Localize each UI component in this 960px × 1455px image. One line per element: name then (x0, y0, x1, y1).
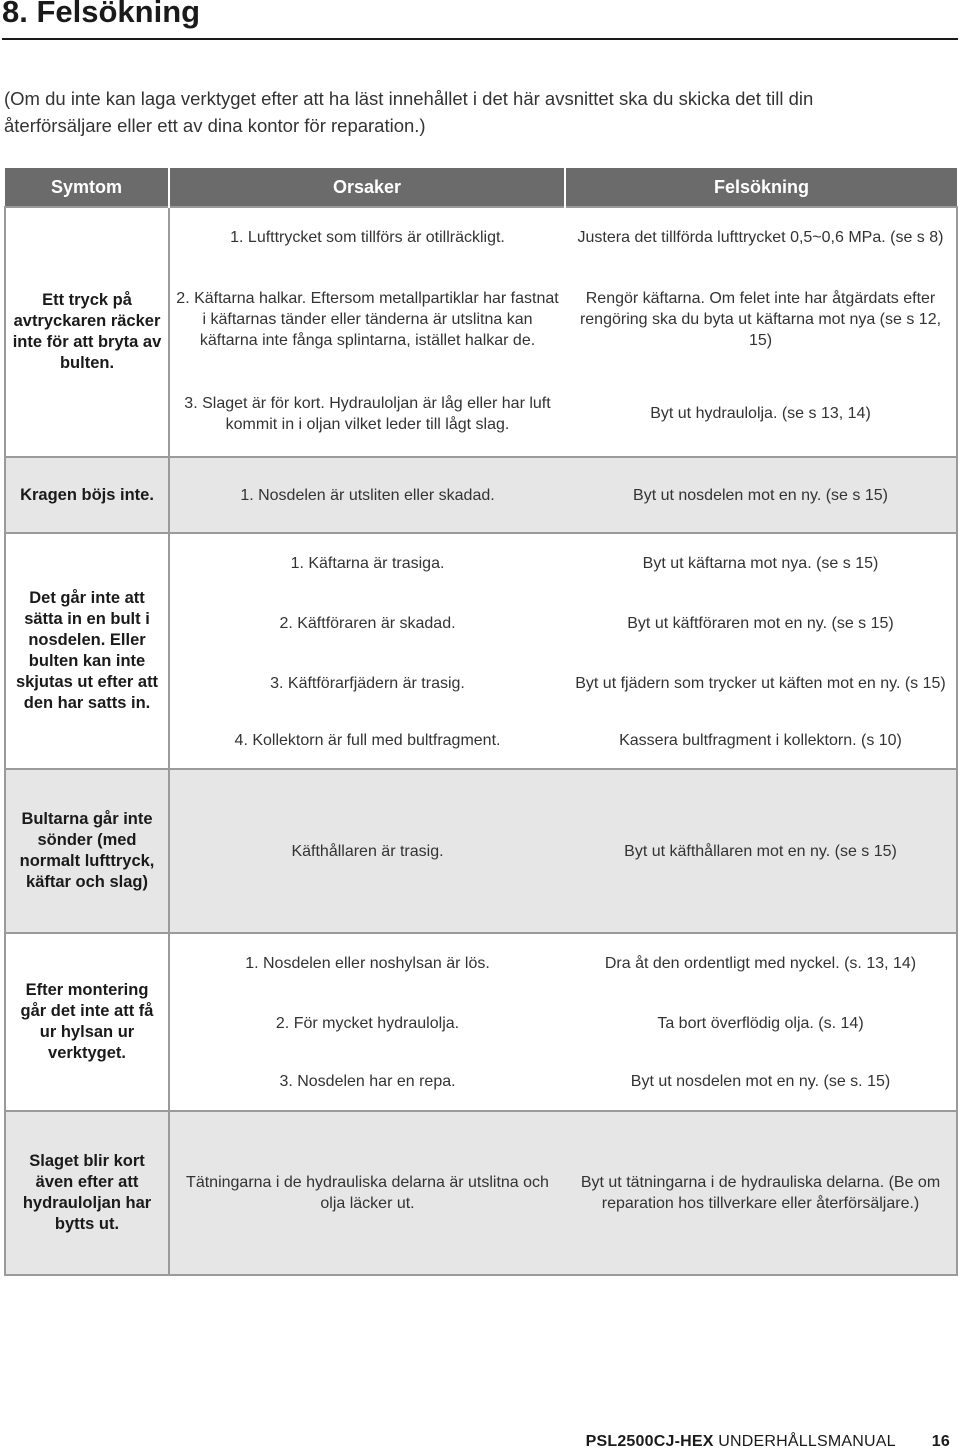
cause-cell: 1. Käftarna är trasiga. (169, 533, 565, 593)
intro-text: (Om du inte kan laga verktyget efter att ha läst innehållet i det här avsnittet ska du skicka det till din återförsäljare eller ett av dina kontor för reparation.) (4, 88, 814, 136)
fix-cell: Byt ut tätningarna i de hydrauliska delarna. (Be om reparation hos tillverkare eller återförsäljare.) (565, 1111, 957, 1275)
cause-cell: 1. Nosdelen är utsliten eller skadad. (169, 457, 565, 533)
fix-cell: Byt ut hydraulolja. (se s 13, 14) (565, 371, 957, 457)
troubleshooting-table (4, 168, 958, 1276)
cause-cell: 2. För mycket hydraulolja. (275, 1014, 460, 1032)
table-row (5, 533, 957, 593)
table-row (5, 933, 957, 993)
fix-cell: Byt ut käfthållaren mot en ny. (se s 15) (565, 769, 957, 933)
fix-cell: Dra åt den ordentligt med nyckel. (s. 13, 14) (565, 933, 957, 993)
fix-cell: Byt ut käftarna mot nya. (se s 15) (565, 533, 957, 593)
fix-cell: Byt ut nosdelen mot en ny. (se s 15) (565, 457, 957, 533)
symptom-group (5, 457, 957, 533)
cause-cell: 3. Käftförarfjädern är trasig. (270, 674, 465, 692)
symptom-cell: Efter montering går det inte att få ur hylsan ur verktyget. (5, 933, 169, 1111)
page-title: 8. Felsökning (2, 0, 201, 29)
cause-cell: Käfthållaren är trasig. (169, 769, 565, 933)
header-causes: Orsaker (169, 168, 565, 207)
cause-cell: Tätningarna i de hydrauliska delarna är utslitna och olja läcker ut. (169, 1111, 565, 1275)
symptom-cell: Bultarna går inte sönder (med normalt lufttryck, käftar och slag) (5, 769, 169, 933)
table-header-row (5, 168, 957, 207)
symptom-group (5, 769, 957, 933)
symptom-group (5, 207, 957, 457)
fix-cell: Byt ut käftföraren mot en ny. (se s 15) (565, 593, 957, 653)
fix-cell: Byt ut fjädern som trycker ut käften mot en ny. (s 15) (565, 653, 957, 713)
cause-cell: 2. Käftföraren är skadad. (279, 614, 456, 632)
symptom-cell: Slaget blir kort även efter att hydrauloljan har bytts ut. (5, 1111, 169, 1275)
symptom-cell: Kragen böjs inte. (5, 457, 169, 533)
symptom-group (5, 1111, 957, 1275)
header-troubleshooting: Felsökning (565, 168, 957, 207)
fix-cell: Rengör käftarna. Om felet inte har åtgärdats efter rengöring ska du byta ut käftarna mot nya (se s 12, 15) (565, 267, 957, 371)
header-symptom: Symtom (5, 168, 169, 207)
footer-model: PSL2500CJ-HEX (585, 1433, 714, 1450)
fix-cell: Justera det tillförda lufttrycket 0,5~0,6 MPa. (se s 8) (565, 207, 957, 267)
fix-cell: Byt ut nosdelen mot en ny. (se s. 15) (565, 1053, 957, 1111)
cause-cell: 4. Kollektorn är full med bultfragment. (234, 732, 501, 749)
footer-manual-name: UNDERHÅLLSMANUAL (718, 1433, 896, 1450)
symptom-cell: Ett tryck på avtryckaren räcker inte för att bryta av bulten. (5, 207, 169, 457)
table-row (5, 457, 957, 533)
cause-cell: 2. Käftarna halkar. Eftersom metallpartiklar har fastnat i käftarnas tänder eller tänderna är utslitna kan käftarna inte fånga splintarna, istället halkar de. (176, 289, 559, 349)
fix-cell: Ta bort överflödig olja. (s. 14) (565, 993, 957, 1053)
symptom-group (5, 533, 957, 769)
table-row (5, 207, 957, 267)
fix-cell: Kassera bultfragment i kollektorn. (s 10) (565, 713, 957, 769)
symptom-group (5, 933, 957, 1111)
page-footer (586, 1433, 950, 1451)
table-row (5, 769, 957, 933)
cause-cell: 3. Nosdelen har en repa. (279, 1073, 456, 1090)
page-number: 16 (931, 1433, 950, 1450)
cause-cell: 1. Lufttrycket som tillförs är otillräckligt. (169, 207, 565, 267)
cause-cell: 1. Nosdelen eller noshylsan är lös. (169, 933, 565, 993)
cause-cell: 3. Slaget är för kort. Hydrauloljan är låg eller har luft kommit in i oljan vilket leder till lågt slag. (184, 394, 551, 433)
title-divider (2, 38, 958, 40)
symptom-cell: Det går inte att sätta in en bult i nosdelen. Eller bulten kan inte skjutas ut efter att den har satts in. (5, 533, 169, 769)
table-row (5, 1111, 957, 1275)
